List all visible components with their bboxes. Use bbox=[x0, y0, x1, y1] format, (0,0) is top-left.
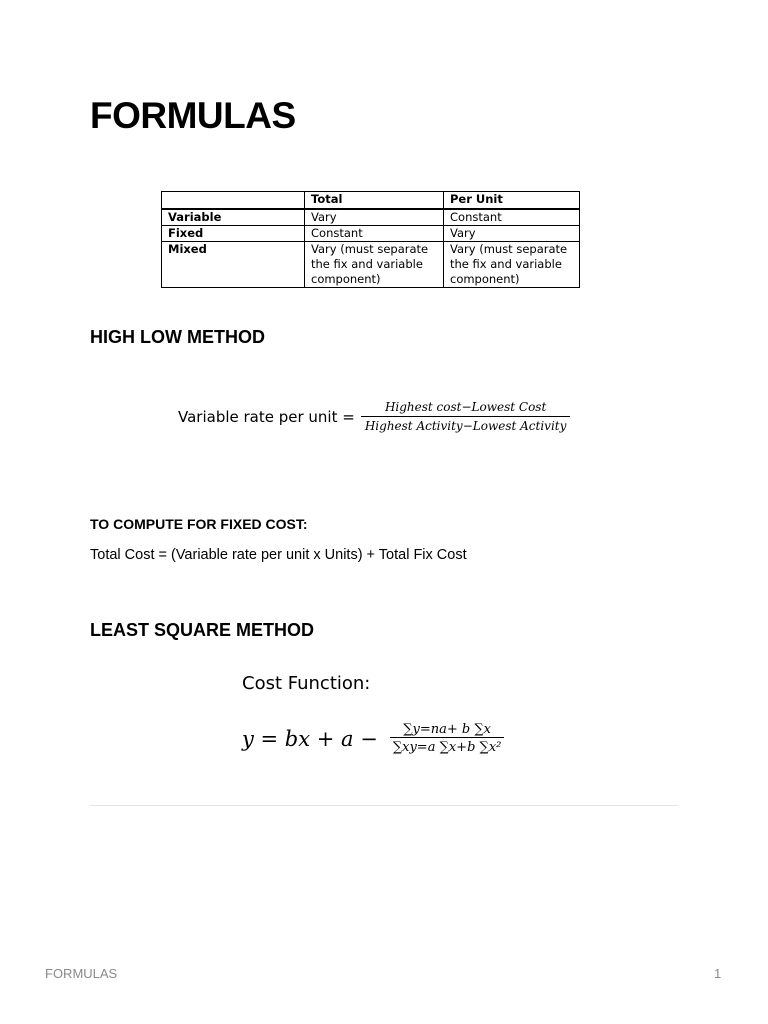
fixed-cost-formula: Total Cost = (Variable rate per unit x Units) + Total Fix Cost bbox=[90, 547, 467, 563]
cost-behavior-table bbox=[161, 191, 580, 288]
formula-label: Variable rate per unit = bbox=[178, 407, 355, 426]
table-cell: Fixed bbox=[162, 226, 305, 242]
table-header-row bbox=[162, 192, 580, 210]
variable-rate-formula bbox=[178, 400, 570, 433]
fraction-numerator: ∑y=na+ b ∑x bbox=[403, 722, 491, 737]
page-title: FORMULAS bbox=[90, 95, 296, 136]
cost-equation: y = bx + a − bbox=[242, 726, 378, 751]
table-cell: Constant bbox=[444, 209, 580, 226]
table-cell: Vary (must separate the fix and variable component) bbox=[444, 242, 580, 288]
fraction-numerator: Highest cost−Lowest Cost bbox=[384, 400, 547, 414]
formula-fraction bbox=[361, 400, 571, 433]
table-cell: Constant bbox=[305, 226, 444, 242]
table-header-cell: Per Unit bbox=[444, 192, 580, 210]
table-cell: Vary bbox=[444, 226, 580, 242]
least-square-heading: LEAST SQUARE METHOD bbox=[90, 620, 315, 640]
section-divider bbox=[90, 805, 678, 806]
table-cell: Mixed bbox=[162, 242, 305, 288]
high-low-heading: HIGH LOW METHOD bbox=[90, 327, 265, 347]
table-cell: Variable bbox=[162, 209, 305, 226]
footer-title: FORMULAS bbox=[45, 966, 118, 981]
page-number: 1 bbox=[714, 966, 722, 981]
fixed-cost-heading: TO COMPUTE FOR FIXED COST: bbox=[90, 516, 308, 532]
normal-equations-fraction bbox=[390, 722, 505, 755]
table-row bbox=[162, 226, 580, 242]
table-cell: Vary (must separate the fix and variable component) bbox=[305, 242, 444, 288]
least-square-formula bbox=[242, 722, 504, 755]
table-row bbox=[162, 242, 580, 288]
fraction-denominator: Highest Activity−Lowest Activity bbox=[361, 416, 571, 433]
table-header-cell bbox=[162, 192, 305, 210]
fraction-denominator: ∑xy=a ∑x+b ∑x² bbox=[390, 737, 505, 755]
table-header-cell: Total bbox=[305, 192, 444, 210]
table-row bbox=[162, 209, 580, 226]
table-cell: Vary bbox=[305, 209, 444, 226]
cost-function-label: Cost Function: bbox=[242, 673, 371, 694]
